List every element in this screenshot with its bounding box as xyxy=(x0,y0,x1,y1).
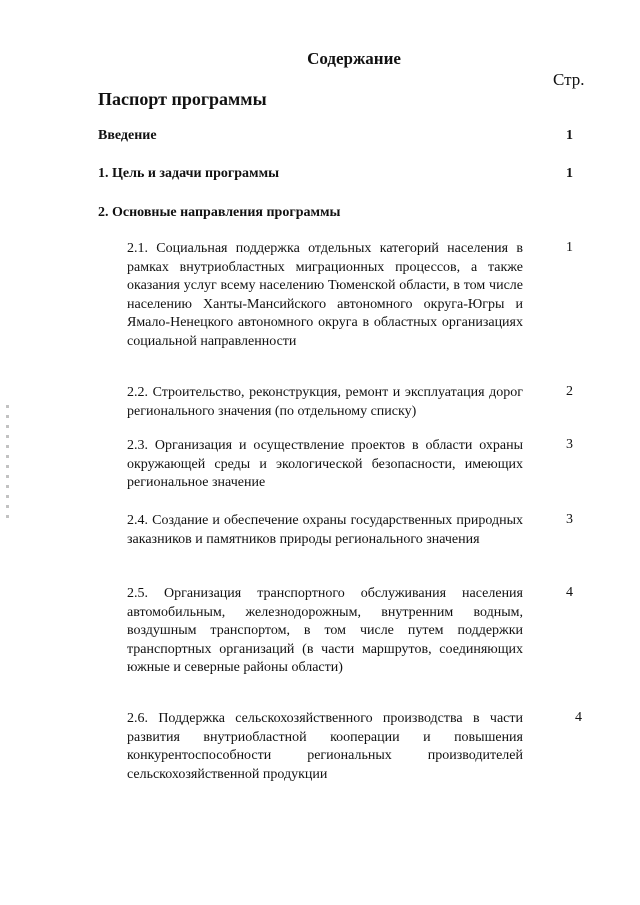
toc-item-2-6: 2.6. Поддержка сельскохозяйственного производства в части развития внутриобластной кооперации и повышения конкурентоспособности региональных производителей сельскохозяйственной продукции xyxy=(127,711,523,782)
toc-item-2-5-page: 4 xyxy=(566,585,573,600)
page-column-label: Стр. xyxy=(553,70,585,89)
toc-item-2-3: 2.3. Организация и осуществление проектов в области охраны окружающей среды и экологической безопасности, имеющих региональное значение xyxy=(127,438,523,490)
passport-heading: Паспорт программы xyxy=(98,89,267,109)
toc-intro-page: 1 xyxy=(566,128,573,143)
toc-item-2-1-page: 1 xyxy=(566,240,573,255)
toc-item-2-1: 2.1. Социальная поддержка отдельных категорий населения в рамках внутриобластных миграционных процессов, а также оказания услуг всему населению Тюменской области, в том числе населению Ханты-Мансийского автономного округа-Югры и Ямало-Ненецкого автономного округа в областных организациях социальной направленности xyxy=(127,241,523,349)
toc-item-2-2: 2.2. Строительство, реконструкция, ремонт и эксплуатация дорог регионального значения (по отдельному списку) xyxy=(127,385,523,419)
toc-section2-label: 2. Основные направления программы xyxy=(98,205,341,220)
toc-section1-page: 1 xyxy=(566,166,573,181)
toc-item-2-4-page: 3 xyxy=(566,512,573,527)
scan-margin-marks xyxy=(6,405,9,525)
toc-section1-label: 1. Цель и задачи программы xyxy=(98,166,280,181)
toc-item-2-3-page: 3 xyxy=(566,437,573,452)
toc-item-2-4: 2.4. Создание и обеспечение охраны государственных природных заказников и памятников природы регионального значения xyxy=(127,513,523,547)
toc-item-2-2-page: 2 xyxy=(566,384,573,399)
page-title: Содержание xyxy=(307,49,401,68)
toc-item-2-6-page: 4 xyxy=(575,710,582,725)
toc-intro-label: Введение xyxy=(98,128,157,143)
toc-item-2-5: 2.5. Организация транспортного обслуживания населения автомобильным, железнодорожным, внутренним водным, воздушным транспортом, в том числе путем поддержки транспортных организаций (в части маршрутов, соединяющих южные и северные районы области) xyxy=(127,586,523,675)
